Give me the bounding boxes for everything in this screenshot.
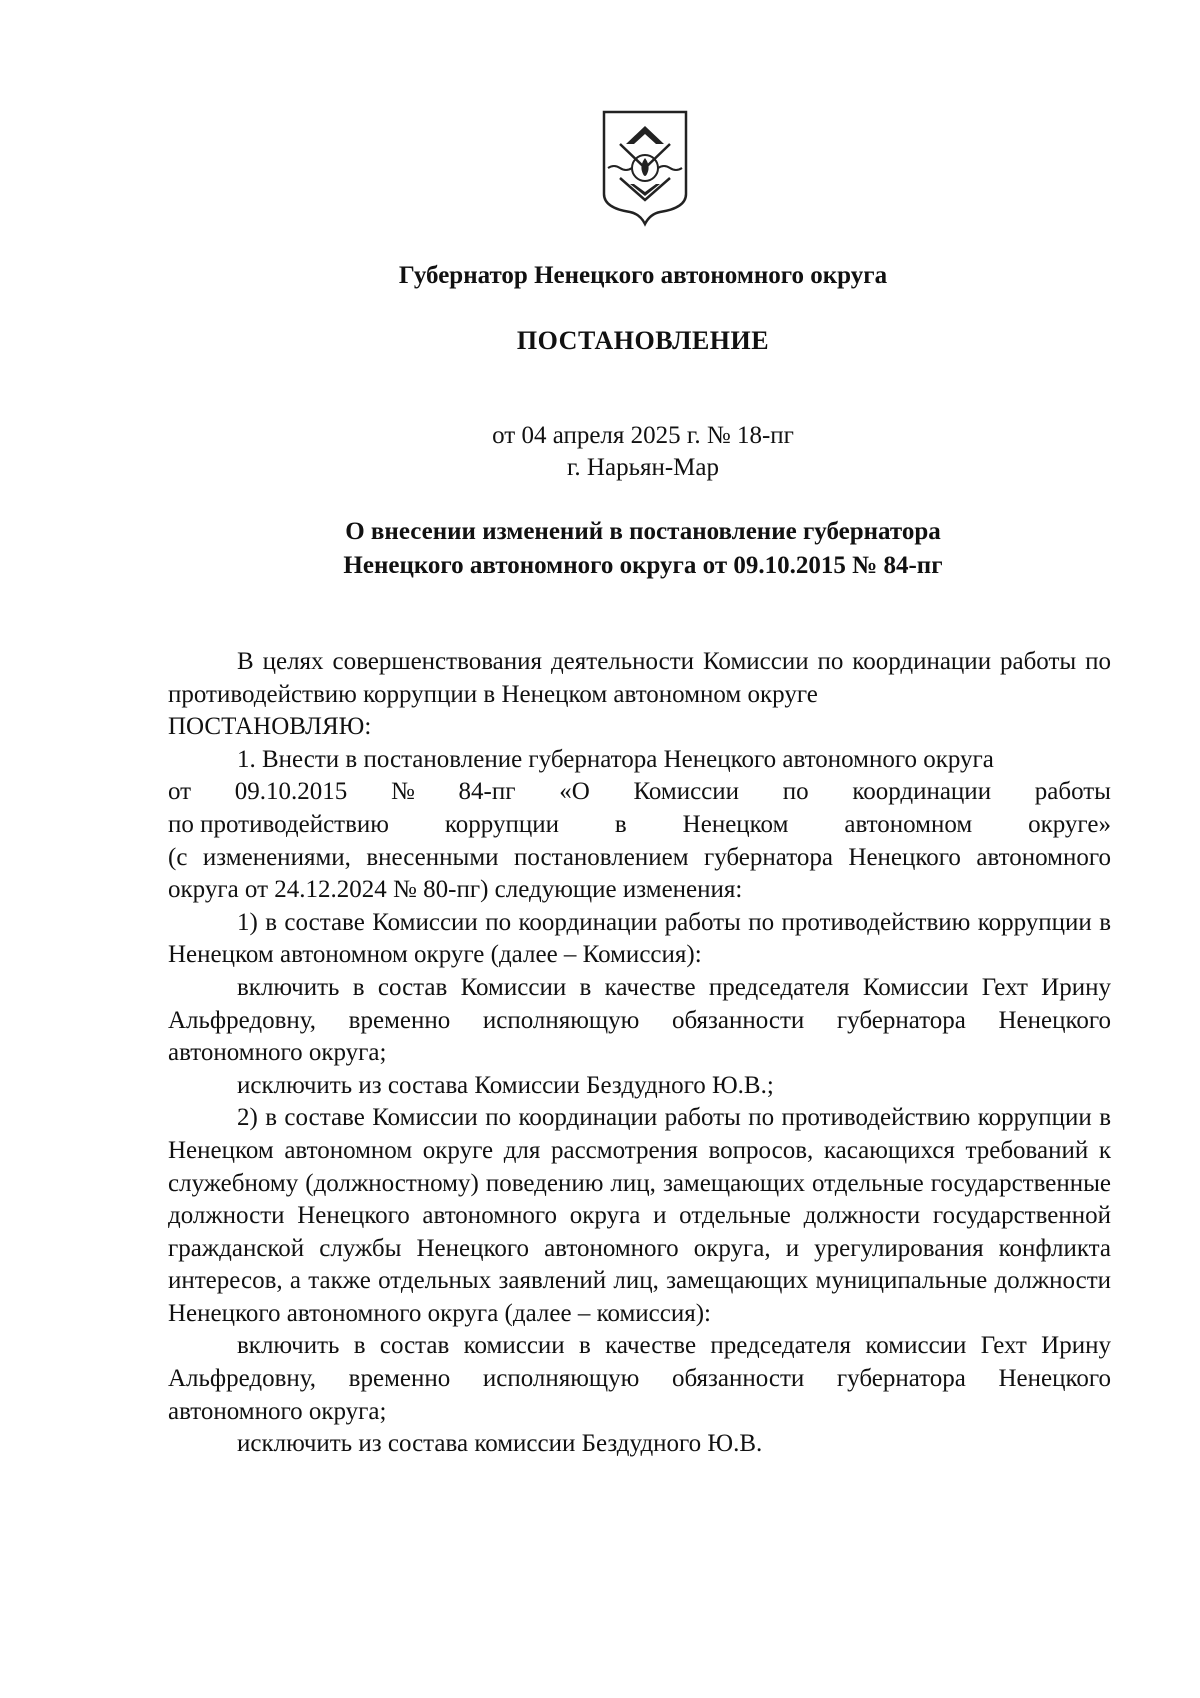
word: № [390, 778, 415, 806]
word: 84-пг [458, 778, 516, 806]
document-type: ПОСТАНОВЛЕНИЕ [516, 326, 770, 355]
item-1-line-2 [168, 776, 1111, 809]
subitem-1-exclude: исключить из состава Комиссии Бездудного Ю.В.; [237, 1071, 774, 1099]
word: работы [1034, 778, 1111, 806]
coat-of-arms-icon [600, 108, 690, 228]
word: «О [559, 778, 590, 806]
subitem-1-include: включить в состав Комиссии в качестве председателя Комиссии Гехт Ирину Альфредовну, временно исполняющую обязанности губернатора Ненецкого автономного округа; [168, 973, 1111, 1067]
subject-line-2: Ненецкого автономного округа от 09.10.2015 № 84-пг [343, 552, 943, 579]
word: Ненецком [682, 810, 789, 838]
decree-word: ПОСТАНОВЛЯЮ: [168, 713, 372, 741]
word: коррупции [444, 810, 559, 838]
word: по противодействию [168, 810, 389, 838]
item-1-rest: (с изменениями, внесенными постановлением губернатора Ненецкого автономного округа от 24.12.2024 № 80-пг) следующие изменения: [168, 843, 1111, 904]
issuer-title: Губернатор Ненецкого автономного округа [398, 262, 888, 289]
subitem-1: 1) в составе Комиссии по координации работы по противодействию коррупции в Ненецком автономном округе (далее – Комиссия): [168, 908, 1111, 969]
word: автономном [844, 810, 973, 838]
document-body [168, 646, 1111, 1461]
item-1-line-1: 1. Внести в постановление губернатора Ненецкого автономного округа [237, 745, 994, 773]
word: координации [852, 778, 992, 806]
item-1-line-3 [168, 809, 1111, 842]
word: Комиссии [633, 778, 740, 806]
subitem-2-exclude: исключить из состава комиссии Бездудного Ю.В. [237, 1430, 763, 1458]
subitem-2: 2) в составе Комиссии по координации работы по противодействию коррупции в Ненецком автономном округе для рассмотрения вопросов, касающихся требований к служебному (должностному) поведению лиц, замещающих отдельные государственные должности Ненецкого автономного округа и отдельные должности государственной гражданской службы Ненецкого автономного округа, и урегулирования конфликта интересов, а также отдельных заявлений лиц, замещающих муниципальные должности Ненецкого автономного округа (далее – комиссия): [168, 1104, 1111, 1327]
city: г. Нарьян-Мар [566, 454, 719, 481]
word: округе» [1028, 810, 1111, 838]
word: от [168, 778, 192, 806]
preamble: В целях совершенствования деятельности Комиссии по координации работы по противодействию коррупции в Ненецком автономном округе [168, 648, 1111, 708]
word: по [782, 778, 809, 806]
subitem-2-include: включить в состав комиссии в качестве председателя комиссии Гехт Ирину Альфредовну, временно исполняющую обязанности губернатора Ненецкого автономного округа; [168, 1332, 1111, 1425]
date-and-number: от 04 апреля 2025 г. № 18-пг [492, 422, 794, 449]
subject-line-1: О внесении изменений в постановление губернатора [345, 518, 941, 545]
word: 09.10.2015 [234, 778, 348, 806]
word: в [614, 810, 627, 838]
